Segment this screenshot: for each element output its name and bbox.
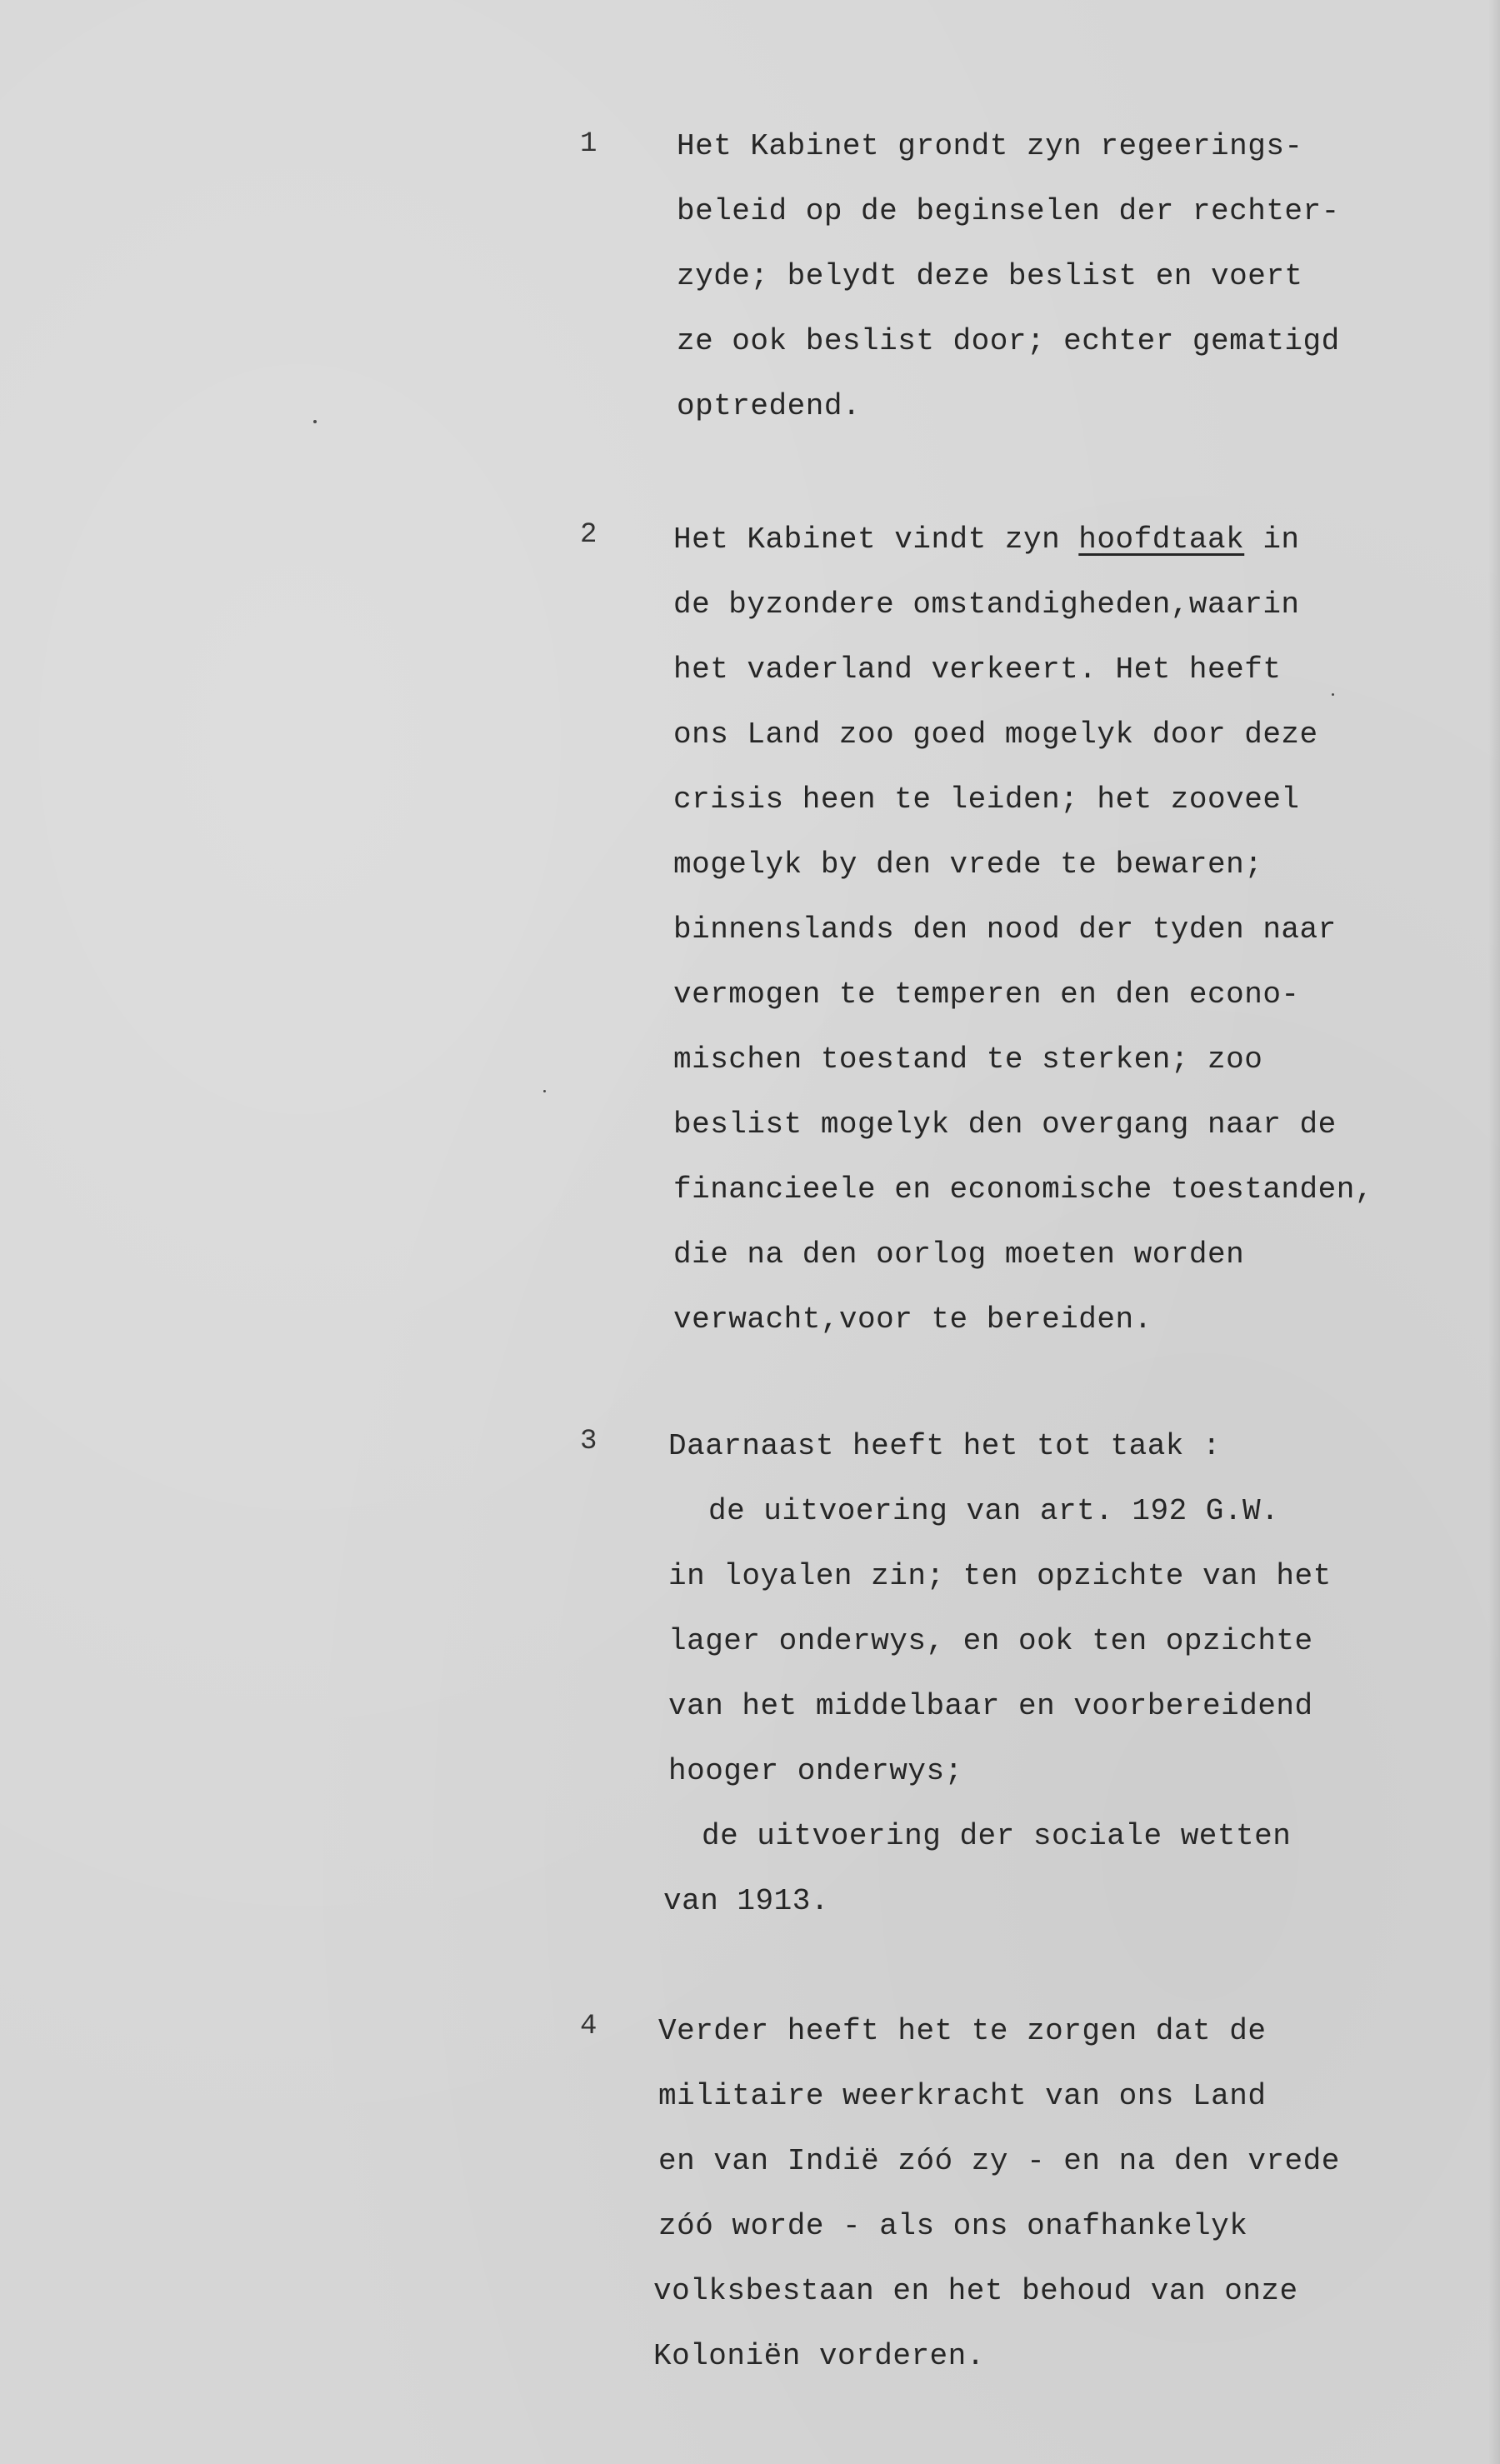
section-3-line-3: in loyalen zin; ten opzichte van het xyxy=(668,1559,1332,1593)
paper-speck xyxy=(313,420,317,423)
paper-speck xyxy=(543,1090,546,1092)
section-1-line-5: optredend. xyxy=(677,389,862,423)
section-2-line-13: verwacht,voor te bereiden. xyxy=(673,1302,1152,1337)
section-3-line-7: de uitvoering der sociale wetten xyxy=(702,1819,1292,1853)
section-4-line-6: Koloniën vorderen. xyxy=(653,2339,985,2373)
section-2-line-1-after: in xyxy=(1244,522,1300,557)
section-1-line-1: Het Kabinet grondt zyn regeerings- xyxy=(677,129,1303,163)
section-number-1: 1 xyxy=(580,128,598,160)
section-3-line-4: lager onderwys, en ook ten opzichte xyxy=(668,1624,1313,1658)
section-number-4: 4 xyxy=(580,2011,598,2042)
section-4-line-4: zóó worde - als ons onafhankelyk xyxy=(658,2209,1248,2243)
section-2-line-3: het vaderland verkeert. Het heeft xyxy=(673,652,1282,687)
section-3-line-5: van het middelbaar en voorbereidend xyxy=(668,1689,1313,1723)
section-2-line-5: crisis heen te leiden; het zooveel xyxy=(673,782,1300,817)
section-4-line-5: volksbestaan en het behoud van onze xyxy=(653,2274,1298,2308)
section-2-line-4: ons Land zoo goed mogelyk door deze xyxy=(673,717,1318,752)
paper-speck xyxy=(1332,693,1334,696)
section-4-line-3: en van Indië zóó zy - en na den vrede xyxy=(658,2144,1340,2178)
section-2-line-7: binnenslands den nood der tyden naar xyxy=(673,912,1337,947)
underlined-hoofdtaak: hoofdtaak xyxy=(1078,522,1245,557)
section-1-line-4: ze ook beslist door; echter gematigd xyxy=(677,324,1340,358)
section-number-3: 3 xyxy=(580,1426,598,1457)
section-4-line-1: Verder heeft het te zorgen dat de xyxy=(658,2014,1267,2048)
section-2-line-9: mischen toestand te sterken; zoo xyxy=(673,1042,1263,1077)
section-2-line-11: financieele en economische toestanden, xyxy=(673,1172,1373,1207)
section-2-line-2: de byzondere omstandigheden,waarin xyxy=(673,587,1300,622)
section-2-line-6: mogelyk by den vrede te bewaren; xyxy=(673,847,1263,882)
section-3-line-2: de uitvoering van art. 192 G.W. xyxy=(708,1494,1280,1528)
section-4-line-2: militaire weerkracht van ons Land xyxy=(658,2079,1267,2113)
page-edge-shadow xyxy=(1488,0,1500,2464)
section-3-line-8: van 1913. xyxy=(663,1884,829,1918)
section-1-line-3: zyde; belydt deze beslist en voert xyxy=(677,259,1303,293)
section-2-line-1-before: Het Kabinet vindt zyn xyxy=(673,522,1079,557)
section-3-line-1: Daarnaast heeft het tot taak : xyxy=(668,1429,1222,1463)
section-2-line-10: beslist mogelyk den overgang naar de xyxy=(673,1107,1337,1142)
section-2-line-8: vermogen te temperen en den econo- xyxy=(673,977,1300,1012)
section-1-line-2: beleid op de beginselen der rechter- xyxy=(677,194,1340,228)
section-2-line-1 xyxy=(673,522,1300,557)
section-number-2: 2 xyxy=(580,519,598,551)
section-3-line-6: hooger onderwys; xyxy=(668,1754,963,1788)
section-2-line-12: die na den oorlog moeten worden xyxy=(673,1237,1245,1272)
